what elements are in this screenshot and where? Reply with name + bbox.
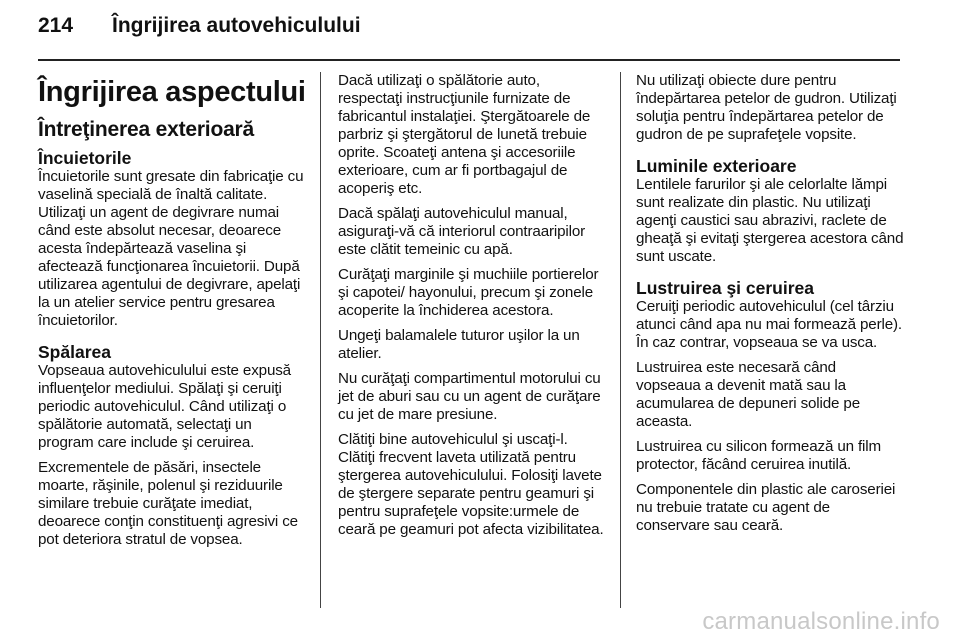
column-1: [38, 72, 306, 556]
lights-heading: Luminile exterioare: [636, 156, 797, 176]
polish-section: [636, 278, 904, 535]
washing-section: [38, 342, 306, 549]
paragraph: Lustruirea este necesară când vopseaua a devenit mată sau la acumularea de depuneri solide pe aceasta.: [636, 359, 861, 430]
paragraph: Nu utilizaţi obiecte dure pentru îndepărtarea petelor de gudron. Utilizaţi soluţia pentru îndepărtarea petelor de gudron de pe suprafeţele vopsite.: [636, 72, 897, 143]
paragraph: Lentilele farurilor şi ale celorlalte lămpi sunt realizate din plastic. Nu utilizaţi agenţi caustici sau abrazivi, raclete de gheaţă şi evitaţi ştergerea acestora când sunt uscate.: [636, 176, 904, 265]
paragraph: Curăţaţi marginile şi muchiile portierelor şi capotei/ hayonului, precum şi zonele acoperite la închiderea acestora.: [338, 266, 599, 319]
paragraph: Încuietorile sunt gresate din fabricaţie cu vaselină specială de înaltă calitate. Utilizaţi un agent de degivrare numai când este absolut necesar, deoarece acesta îndepărtează vaselina şi afectează funcţionarea încuietorii. După utilizarea agentului de degivrare, apelaţi la un atelier service pentru gresarea încuietorilor.: [38, 168, 304, 329]
paragraph: Componentele din plastic ale caroseriei nu trebuie tratate cu agent de conservare sau ceară.: [636, 481, 896, 534]
paragraph: Nu curăţaţi compartimentul motorului cu jet de aburi sau cu un agent de curăţare cu jet de mare presiune.: [338, 370, 601, 423]
locks-section: [38, 148, 306, 330]
lights-section: [636, 156, 904, 266]
washing-heading: Spălarea: [38, 342, 111, 362]
paragraph: Lustruirea cu silicon formează un film protector, făcând ceruirea inutilă.: [636, 438, 881, 473]
paragraph: Vopseaua autovehiculului este expusă influenţelor mediului. Spălaţi şi ceruiţi periodic autovehiculul. Când utilizaţi o spălătorie automată, selectaţi un program care include şi ceruirea.: [38, 362, 291, 451]
watermark: carmanualsonline.info: [702, 608, 940, 635]
paragraph: Ceruiţi periodic autovehiculul (cel târziu atunci când apa nu mai formează perle). În caz contrar, vopseaua se va usca.: [636, 298, 902, 351]
column-divider: [620, 72, 621, 608]
running-title: Îngrijirea autovehiculului: [112, 14, 361, 37]
column-2: [338, 72, 606, 546]
paragraph: Excrementele de păsări, insectele moarte, răşinile, polenul şi reziduurile similare trebuie curăţate imediat, deoarece conţin constituenţi agresivi ce pot deteriora stratul de vopsea.: [38, 459, 298, 548]
section-title: Întreţinerea exterioară: [38, 118, 255, 141]
paragraph: Dacă spălaţi autovehiculul manual, asiguraţi-vă că interiorul contraaripilor este clătit temeinic cu apă.: [338, 205, 586, 258]
paragraph: Dacă utilizaţi o spălătorie auto, respectaţi instrucţiunile furnizate de fabricantul instalaţiei. Ştergătoarele de parbriz şi ştergătorul de lunetă trebuie oprite. Scoateţi antena şi accesoriile exterioare, cum ar fi portbagajul de acoperiş etc.: [338, 72, 591, 197]
paragraph: Ungeţi balamalele tuturor uşilor la un atelier.: [338, 327, 580, 362]
paragraph: Clătiţi bine autovehiculul şi uscaţi-l. Clătiţi frecvent laveta utilizată pentru ştergerea autovehiculului. Folosiţi lavete de ştergere separate pentru geamuri şi pentru suprafeţele vopsite:urmele de ceară pe geamuri pot afecta vizibilitatea.: [338, 431, 604, 538]
column-divider: [320, 72, 321, 608]
main-title: Îngrijirea aspectului: [38, 76, 306, 108]
header-rule: [38, 59, 900, 61]
locks-heading: Încuietorile: [38, 148, 132, 168]
column-3: [636, 72, 904, 542]
page-header: [38, 14, 361, 48]
polish-heading: Lustruirea şi ceruirea: [636, 278, 814, 298]
page-number: 214: [38, 14, 74, 37]
